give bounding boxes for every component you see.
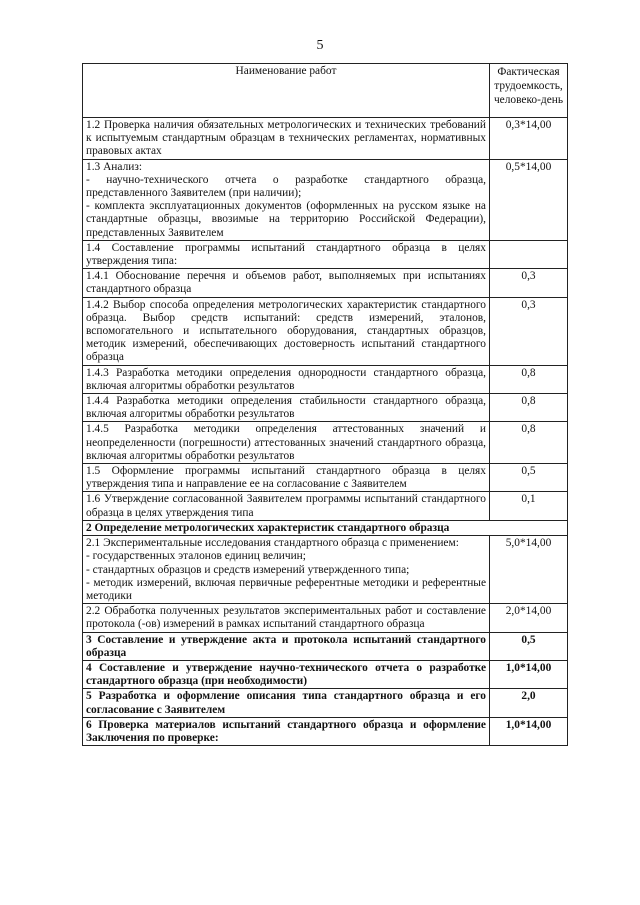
work-name-cell (83, 422, 490, 464)
labor-value-cell: 0,3 (490, 269, 568, 297)
work-name-text: 1.4.3 Разработка методики определения однородности стандартного образца, включая алгоритмы обработки результатов (86, 366, 486, 392)
page-number: 5 (316, 38, 324, 53)
work-name-text: 4 Составление и утверждение научно-технического отчета о разработке стандартного образца (при необходимости) (86, 661, 486, 688)
table-row (83, 269, 568, 297)
work-name-text: 1.3 Анализ: (86, 160, 143, 173)
table-row (83, 604, 568, 632)
work-name-cell (83, 492, 490, 520)
works-table (82, 63, 568, 746)
labor-value-cell: 0,5 (490, 632, 568, 660)
work-name-cell (83, 159, 490, 240)
work-name-text: 1.4.4 Разработка методики определения стабильности стандартного образца, включая алгоритмы обработки результатов (86, 395, 486, 421)
work-name-cell (83, 269, 490, 297)
work-name-text: 6 Проверка материалов испытаний стандартного образца и оформление Заключения по проверке: (86, 718, 486, 744)
work-name-cell (83, 118, 490, 160)
table-header-row (83, 64, 568, 118)
work-name-text: 3 Составление и утверждение акта и протокола испытаний стандартного образца (86, 633, 486, 659)
labor-value-cell: 0,8 (490, 365, 568, 393)
work-name-cell (83, 660, 490, 688)
table-row (83, 240, 568, 268)
work-name-cell (83, 365, 490, 393)
work-name-cell (83, 464, 490, 492)
labor-value-cell: 0,3*14,00 (490, 118, 568, 160)
work-name-text: 1.4 Составление программы испытаний стандартного образца в целях утверждения типа: (86, 241, 486, 268)
labor-value-cell: 0,5*14,00 (490, 159, 568, 240)
work-subitem-text: - методик измерений, включая первичные референтные методики и референтные методики (86, 576, 486, 602)
labor-value-cell: 1,0*14,00 (490, 717, 568, 745)
labor-value-cell: 2,0 (490, 689, 568, 717)
work-name-text: 1.4.1 Обоснование перечня и объемов работ, выполняемых при испытаниях стандартного образца (86, 270, 486, 296)
table-row (83, 118, 568, 160)
labor-value-cell: 0,8 (490, 394, 568, 422)
labor-value-cell: 2,0*14,00 (490, 604, 568, 632)
table-row (83, 689, 568, 717)
table-row (83, 422, 568, 464)
table-row (83, 394, 568, 422)
work-name-cell (83, 394, 490, 422)
work-name-cell (83, 604, 490, 632)
labor-value-cell: 0,3 (490, 297, 568, 365)
work-name-cell (83, 297, 490, 365)
work-name-text: 5 Разработка и оформление описания типа стандартного образца и его согласование с Заявителем (86, 690, 486, 716)
header-work-name: Наименование работ (83, 64, 490, 118)
header-labor-intensity (490, 64, 568, 118)
work-subitem-text: - государственных эталонов единиц величин; (86, 550, 306, 563)
table-row (83, 464, 568, 492)
labor-value-cell: 1,0*14,00 (490, 660, 568, 688)
work-subitem-text: - комплекта эксплуатационных документов (оформленных на русском языке на стандартные образцы, ввозимые на территорию Российской Федерации), представленных Заявителем (86, 200, 486, 239)
work-name-text: 2.1 Экспериментальные исследования стандартного образца с применением: (86, 537, 459, 550)
work-name-text: 2 Определение метрологических характеристик стандартного образца (86, 521, 450, 534)
work-name-cell (83, 536, 490, 604)
table-row (83, 632, 568, 660)
work-name-text: 1.6 Утверждение согласованной Заявителем программы испытаний стандартного образца в целях утверждения типа (86, 493, 486, 519)
table-row (83, 536, 568, 604)
work-name-cell (83, 632, 490, 660)
work-name-cell (83, 717, 490, 745)
labor-value-cell (490, 240, 568, 268)
table-row (83, 297, 568, 365)
table-row (83, 717, 568, 745)
work-subitem-text: - стандартных образцов и средств измерений утвержденного типа; (86, 563, 410, 576)
table-row (83, 520, 568, 535)
labor-value-cell: 0,8 (490, 422, 568, 464)
header-value-line: человеко-день (493, 94, 564, 106)
labor-value-cell: 0,1 (490, 492, 568, 520)
work-name-cell (83, 520, 568, 535)
labor-value-cell: 0,5 (490, 464, 568, 492)
work-name-text: 1.5 Оформление программы испытаний стандартного образца в целях утверждения типа и направление ее на согласование с Заявителем (86, 465, 486, 491)
table-row (83, 159, 568, 240)
table-row (83, 365, 568, 393)
work-name-text: 2.2 Обработка полученных результатов экспериментальных работ и составление протокола (-ов) измерений в рамках испытаний стандартного образца (86, 605, 486, 631)
work-subitem-text: - научно-технического отчета о разработке стандартного образца, представленного Заявителем (при наличии); (86, 173, 486, 200)
labor-value-cell: 5,0*14,00 (490, 536, 568, 604)
table-row (83, 492, 568, 520)
work-name-text: 1.4.5 Разработка методики определения аттестованных значений и неопределенности (погрешности) аттестованных значений стандартного образца, включая алгоритмы обработки результатов (86, 423, 486, 462)
work-name-text: 1.4.2 Выбор способа определения метрологических характеристик стандартного образца. Выбор средств испытаний: средств измерений, эталонов, вспомогательного и испытательного оборудования, стандартных образцов, методик измерений, обеспечивающих достоверность испытаний стандартного образца (86, 298, 486, 364)
header-value-line: Фактическая (497, 66, 560, 78)
work-name-cell (83, 240, 490, 268)
header-value-line: трудоемкость, (494, 80, 563, 92)
work-name-cell (83, 689, 490, 717)
table-row (83, 660, 568, 688)
work-name-text: 1.2 Проверка наличия обязательных метрологических и технических требований к испытуемым стандартным образцам в технических регламентах, нормативных правовых актах (86, 119, 486, 158)
